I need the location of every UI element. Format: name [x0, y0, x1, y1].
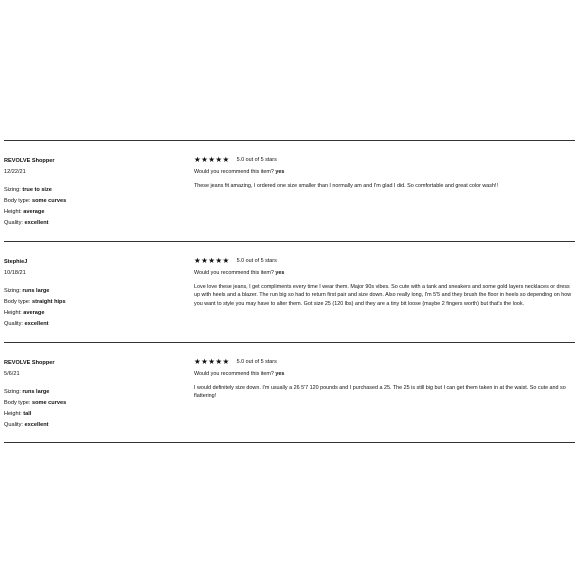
star-icon: ★ — [215, 357, 223, 366]
review-body — [194, 256, 572, 308]
body-type-attribute: Body type: some curves — [4, 198, 67, 204]
reviewer-name: REVOLVE Shopper — [4, 360, 55, 366]
review-text: Love love these jeans, I get compliments every time I wear them. Major 90s vibes. So cute with a tank and sneakers and some gold layers necklaces or dress up with heels and a blazer. The run big so had to return first pair and size down. Also really long, I'm 5'5 and they brush the floor in heels so depending on how you want to style you may have to alter them. Got size 25 (120 lbs) and they are a tiny bit loose (maybe 2 fingers worth) but that's the look. — [194, 283, 572, 307]
sizing-attribute: Sizing: runs large — [4, 288, 50, 294]
star-icon: ★ — [201, 155, 209, 164]
review-date: 10/18/21 — [4, 270, 26, 276]
star-icon: ★ — [208, 357, 216, 366]
sizing-attribute: Sizing: runs large — [4, 389, 50, 395]
quality-attribute: Quality: excellent — [4, 220, 49, 226]
body-type-attribute: Body type: some curves — [4, 400, 67, 406]
star-rating — [194, 156, 230, 164]
star-icon: ★ — [201, 256, 209, 265]
height-attribute: Height: average — [4, 209, 45, 215]
star-icon: ★ — [201, 357, 209, 366]
review-text: I would definitely size down. I'm usually a 26 5'7 120 pounds and I purchased a 25. The 25 is still big but I can get them taken in at the waist. So cute and so flattering! — [194, 384, 566, 400]
review-item — [4, 140, 575, 241]
star-icon: ★ — [215, 256, 223, 265]
height-attribute: Height: average — [4, 310, 45, 316]
review-body — [194, 155, 572, 190]
rating-row — [194, 357, 572, 367]
star-icon: ★ — [194, 357, 202, 366]
star-icon: ★ — [215, 155, 223, 164]
star-rating — [194, 257, 230, 265]
recommend-line: Would you recommend this item? yes — [194, 371, 285, 377]
review-date: 12/22/21 — [4, 169, 26, 175]
star-rating — [194, 358, 230, 366]
review-meta — [4, 257, 184, 330]
star-icon: ★ — [222, 155, 230, 164]
review-meta — [4, 358, 184, 431]
star-icon: ★ — [194, 155, 202, 164]
star-icon: ★ — [194, 256, 202, 265]
rating-text: 5.0 out of 5 stars — [236, 156, 277, 163]
rating-row — [194, 256, 572, 266]
star-icon: ★ — [208, 155, 216, 164]
rating-row — [194, 155, 572, 165]
quality-attribute: Quality: excellent — [4, 321, 49, 327]
body-type-attribute: Body type: straight hips — [4, 299, 66, 305]
reviewer-name: REVOLVE Shopper — [4, 158, 55, 164]
height-attribute: Height: tall — [4, 411, 32, 417]
star-icon: ★ — [222, 256, 230, 265]
star-icon: ★ — [222, 357, 230, 366]
reviews-list — [4, 140, 575, 443]
review-date: 5/6/21 — [4, 371, 20, 377]
review-meta — [4, 156, 184, 229]
quality-attribute: Quality: excellent — [4, 422, 49, 428]
review-text: These jeans fit amazing, I ordered one size smaller than I normally am and I'm glad I did. So comfortable and great color wash!! — [194, 182, 498, 189]
recommend-line: Would you recommend this item? yes — [194, 270, 285, 276]
star-icon: ★ — [208, 256, 216, 265]
rating-text: 5.0 out of 5 stars — [236, 257, 277, 264]
review-item — [4, 241, 575, 342]
reviewer-name: StephieJ — [4, 259, 28, 265]
review-item — [4, 342, 575, 443]
review-body — [194, 357, 572, 401]
sizing-attribute: Sizing: true to size — [4, 187, 52, 193]
recommend-line: Would you recommend this item? yes — [194, 169, 285, 175]
rating-text: 5.0 out of 5 stars — [236, 358, 277, 365]
